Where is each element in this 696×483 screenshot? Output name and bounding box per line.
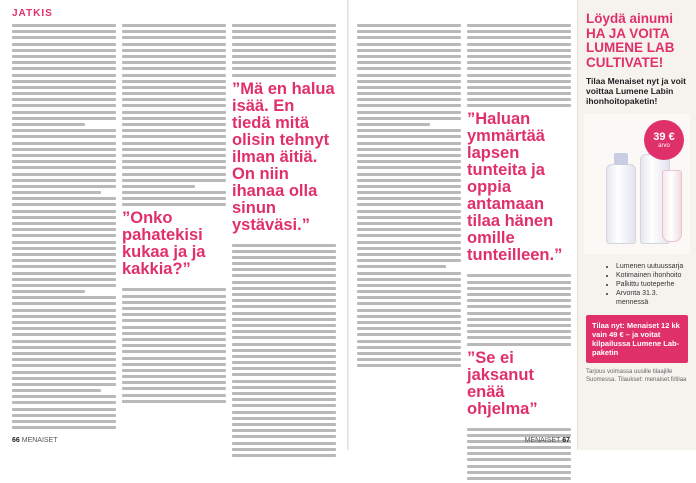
right-footer xyxy=(525,437,570,444)
pullquote: ”Onko pahatekisi kukaa ja ja kakkia?” xyxy=(122,209,206,279)
fine-print: Tarjous voimassa uusille tilaajille Suomessa. Tilaukset: menaiset.fi/tilaa xyxy=(586,369,687,383)
magazine-name: MENAISET xyxy=(524,437,561,444)
list-item: • Arvonta 31.3. mennessä xyxy=(616,289,688,307)
list-item: • Palkittu tuoteperhe xyxy=(616,280,688,289)
product-tube xyxy=(662,170,682,242)
left-page xyxy=(0,0,347,450)
article-column-4 xyxy=(357,24,461,371)
list-item: • Lumenen uutuussarja xyxy=(616,262,688,271)
product-image xyxy=(584,114,690,254)
pullquote: ”Se ei jaksanut enää ohjelma” xyxy=(467,348,538,418)
advertisement xyxy=(577,0,696,450)
section-title: JATKIS xyxy=(12,8,53,19)
price-badge: 39 € arvo xyxy=(644,120,684,160)
article-column-2 xyxy=(122,24,226,406)
article-column-3 xyxy=(232,24,336,460)
page-number: 67 xyxy=(562,437,570,444)
magazine-name: MENAISET xyxy=(21,437,58,444)
pullquote: ”Mä en halua isää. En tiedä mitä olisin tehnyt ilman äitiä. On niin ihanaa olla sinun ystäväsi.” xyxy=(232,79,335,234)
list-item: • Kotimainen ihonhoito xyxy=(616,271,688,280)
product-bottle xyxy=(606,164,636,244)
page-number: 66 xyxy=(12,437,20,444)
article-column-5 xyxy=(467,24,571,483)
pullquote: ”Haluan ymmärtää lapsen tunteita ja oppia antamaan tilaa hänen omille tunteilleen.” xyxy=(467,110,563,265)
subscription-offer[interactable]: Tilaa nyt: Menaiset 12 kk vain 49 € – ja voitat kilpailussa Lumene Lab-paketin xyxy=(586,315,688,363)
article-column-1 xyxy=(12,24,116,432)
right-page xyxy=(349,0,696,450)
left-footer xyxy=(12,437,58,444)
ad-headline: Löydä ainumi HA JA VOITA LUMENE LAB CULTIVATE! xyxy=(586,11,675,70)
ad-bullets xyxy=(586,262,688,307)
ad-subheadline: Tilaa Menaiset nyt ja voit voittaa Lumene Labin ihonhoitopaketin! xyxy=(586,76,686,106)
